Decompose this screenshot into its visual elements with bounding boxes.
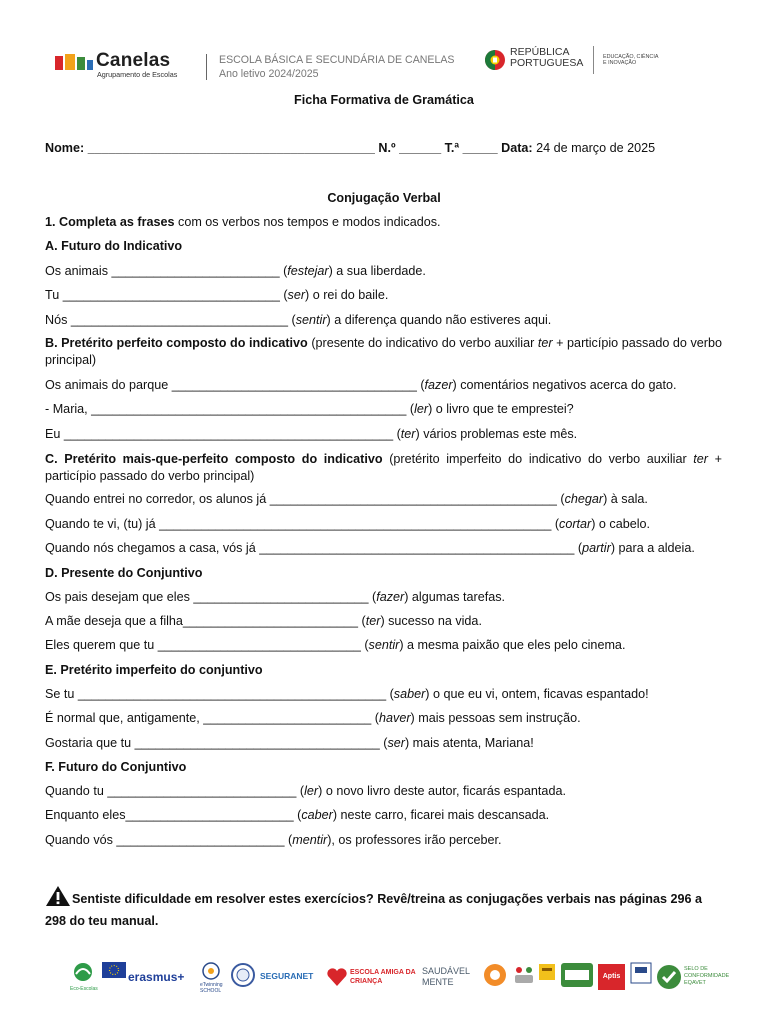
saudavel-mente-logo: SAUDÁVEL MENTE — [422, 966, 470, 987]
number-label: N.º — [378, 141, 396, 155]
school-name: ESCOLA BÁSICA E SECUNDÁRIA DE CANELAS — [219, 54, 455, 66]
verb-hint: mentir — [292, 833, 328, 847]
ministry-line1: EDUCAÇÃO, CIÊNCIA — [603, 54, 659, 60]
eqavet-logo: SELO DE CONFORMIDADE EQAVET — [656, 962, 740, 994]
exercise-line[interactable]: Quando nós chegamos a casa, vós já _____________________________________________ (partir) para a aldeia. — [45, 541, 695, 555]
page-title: Ficha Formativa de Gramática — [294, 93, 474, 107]
certification-icon — [630, 962, 652, 984]
verb-hint: fazer — [376, 590, 405, 604]
verb-hint: festejar — [287, 264, 329, 278]
escola-amiga-logo: ESCOLA AMIGA DA CRIANÇA — [326, 962, 418, 994]
verb-hint: ter — [365, 614, 381, 628]
instruction-bold: Completa as frases — [59, 215, 175, 229]
exercise-line[interactable]: Quando te vi, (tu) já ________________________________________________________ (cortar) o cabelo. — [45, 517, 651, 531]
verb-hint: ler — [304, 784, 319, 798]
group-d-heading: D. Presente do Conjuntivo — [45, 566, 203, 580]
school-year: Ano letivo 2024/2025 — [219, 68, 319, 80]
exercise-line[interactable]: Eles querem que tu _____________________________ (sentir) a mesma paixão que eles pelo cinema. — [45, 638, 626, 652]
exercise-line[interactable]: Os animais ________________________ (festejar) a sua liberdade. — [45, 264, 426, 278]
warning-text: Sentiste dificuldade em resolver estes exercícios? Revê/treina as conjugações verbais nas páginas 296 a 298 do teu manual. — [45, 892, 702, 928]
verb-hint: ser — [387, 736, 405, 750]
group-f-heading: F. Futuro do Conjuntivo — [45, 760, 187, 774]
escola-digital-logo — [560, 962, 596, 994]
verb-hint: caber — [301, 808, 333, 822]
section-title: Conjugação Verbal — [327, 191, 441, 205]
date-label: Data: — [501, 141, 533, 155]
escola-digital-icon — [560, 962, 594, 988]
exercise-line[interactable]: É normal que, antigamente, ________________________ (haver) mais pessoas sem instrução. — [45, 711, 581, 725]
instruction-text: com os verbos nos tempos e modos indicados. — [178, 215, 441, 229]
name-label: Nome: — [45, 141, 85, 155]
heart-house-icon — [326, 966, 348, 988]
class-label: T.ª — [444, 141, 460, 155]
verb-hint: haver — [379, 711, 411, 725]
agrupamento-sub: Agrupamento de Escolas — [97, 70, 178, 79]
agrupamento-mark-icon — [53, 52, 95, 72]
exercise-line[interactable]: - Maria, _____________________________________________ (ler) o livro que te emprestei? — [45, 402, 574, 416]
people-logo — [512, 962, 536, 994]
erasmus-logo: erasmus+ — [128, 970, 185, 984]
republic-divider — [593, 46, 594, 74]
people-icon — [512, 962, 536, 986]
group-c-heading: C. Pretérito mais-que-perfeito composto do indicativo (pretérito imperfeito do indicativo do verbo auxiliar ter + particípio passado do verbo principal) — [45, 452, 722, 483]
number-blank[interactable]: ______ — [399, 141, 442, 155]
seguranet-logo: SEGURANET — [260, 971, 314, 981]
badge-icon — [538, 962, 556, 982]
school-info — [219, 53, 455, 81]
seal-logo — [230, 962, 256, 994]
exercise-line[interactable]: Se tu ____________________________________________ (saber) o que eu vi, ontem, ficavas espantado! — [45, 687, 649, 701]
eu-flag-logo — [102, 962, 126, 994]
eco-escolas-icon — [70, 962, 96, 982]
seal-icon — [230, 962, 256, 988]
name-blank[interactable]: _________________________________________ — [87, 141, 375, 155]
ministry-line2: E INOVAÇÃO — [603, 60, 637, 66]
agrupamento-name: Canelas — [96, 50, 171, 71]
identification-line — [45, 141, 655, 155]
check-circle-icon — [656, 964, 682, 990]
verb-hint: ter — [400, 427, 416, 441]
verb-hint: cortar — [559, 517, 592, 531]
exercise-line[interactable]: Gostaria que tu ___________________________________ (ser) mais atenta, Mariana! — [45, 736, 534, 750]
exercise-line[interactable]: Quando entrei no corredor, os alunos já _________________________________________ (chegar) à sala. — [45, 492, 648, 506]
header-divider — [206, 54, 207, 80]
verb-hint: chegar — [564, 492, 604, 506]
exercise-line[interactable]: Quando tu ___________________________ (ler) o novo livro deste autor, ficarás espantada. — [45, 784, 566, 798]
eco-escolas-logo: Eco-Escolas — [70, 962, 98, 994]
etwinning-icon — [200, 962, 222, 980]
instruction — [45, 215, 441, 229]
instruction-number: 1. — [45, 215, 56, 229]
aptis-logo: Aptis — [598, 962, 626, 994]
sun-logo — [482, 962, 508, 994]
exercise-line[interactable]: A mãe deseja que a filha_________________________ (ter) sucesso na vida. — [45, 614, 482, 628]
verb-hint: sentir — [368, 638, 400, 652]
republica-logo — [484, 44, 659, 78]
footer-logos — [70, 962, 740, 996]
exercise-line[interactable]: Tu _______________________________ (ser) o rei do baile. — [45, 288, 389, 302]
group-e-heading: E. Pretérito imperfeito do conjuntivo — [45, 663, 263, 677]
agrupamento-logo — [53, 50, 198, 82]
verb-hint: fazer — [424, 378, 453, 392]
eu-flag-icon — [102, 962, 126, 978]
sun-icon — [482, 962, 508, 988]
warning-note — [45, 885, 725, 932]
exercise-line[interactable]: Enquanto eles________________________ (caber) neste carro, ficarei mais descansada. — [45, 808, 550, 822]
certification-logo — [630, 962, 654, 994]
republic-line1: REPÚBLICA — [510, 46, 570, 58]
exercise-line[interactable]: Nós _______________________________ (sentir) a diferença quando não estiveres aqui. — [45, 313, 552, 327]
verb-hint: saber — [393, 687, 426, 701]
class-blank[interactable]: _____ — [462, 141, 498, 155]
exercise-line[interactable]: Quando vós ________________________ (mentir), os professores irão perceber. — [45, 833, 502, 847]
verb-hint: partir — [582, 541, 611, 555]
republic-line2: PORTUGUESA — [510, 57, 584, 69]
date-value: 24 de março de 2025 — [536, 141, 656, 155]
exercise-line[interactable]: Os pais desejam que eles _________________________ (fazer) algumas tarefas. — [45, 590, 505, 604]
group-a-heading: A. Futuro do Indicativo — [45, 239, 183, 253]
group-b-heading: B. Pretérito perfeito composto do indicativo (presente do indicativo do verbo auxiliar ter + particípio passado do verbo principal) — [45, 336, 722, 367]
etwinning-logo: eTwinning SCHOOL — [200, 962, 226, 994]
exercise-line[interactable]: Os animais do parque ___________________________________ (fazer) comentários negativos acerca do gato. — [45, 378, 677, 392]
coat-of-arms-icon — [484, 46, 506, 74]
verb-hint: sentir — [295, 313, 327, 327]
exercise-line[interactable]: Eu _______________________________________________ (ter) vários problemas este mês. — [45, 427, 578, 441]
verb-hint: ser — [287, 288, 306, 302]
warning-icon — [45, 885, 71, 907]
verb-hint: ler — [414, 402, 429, 416]
badge-logo — [538, 962, 556, 994]
